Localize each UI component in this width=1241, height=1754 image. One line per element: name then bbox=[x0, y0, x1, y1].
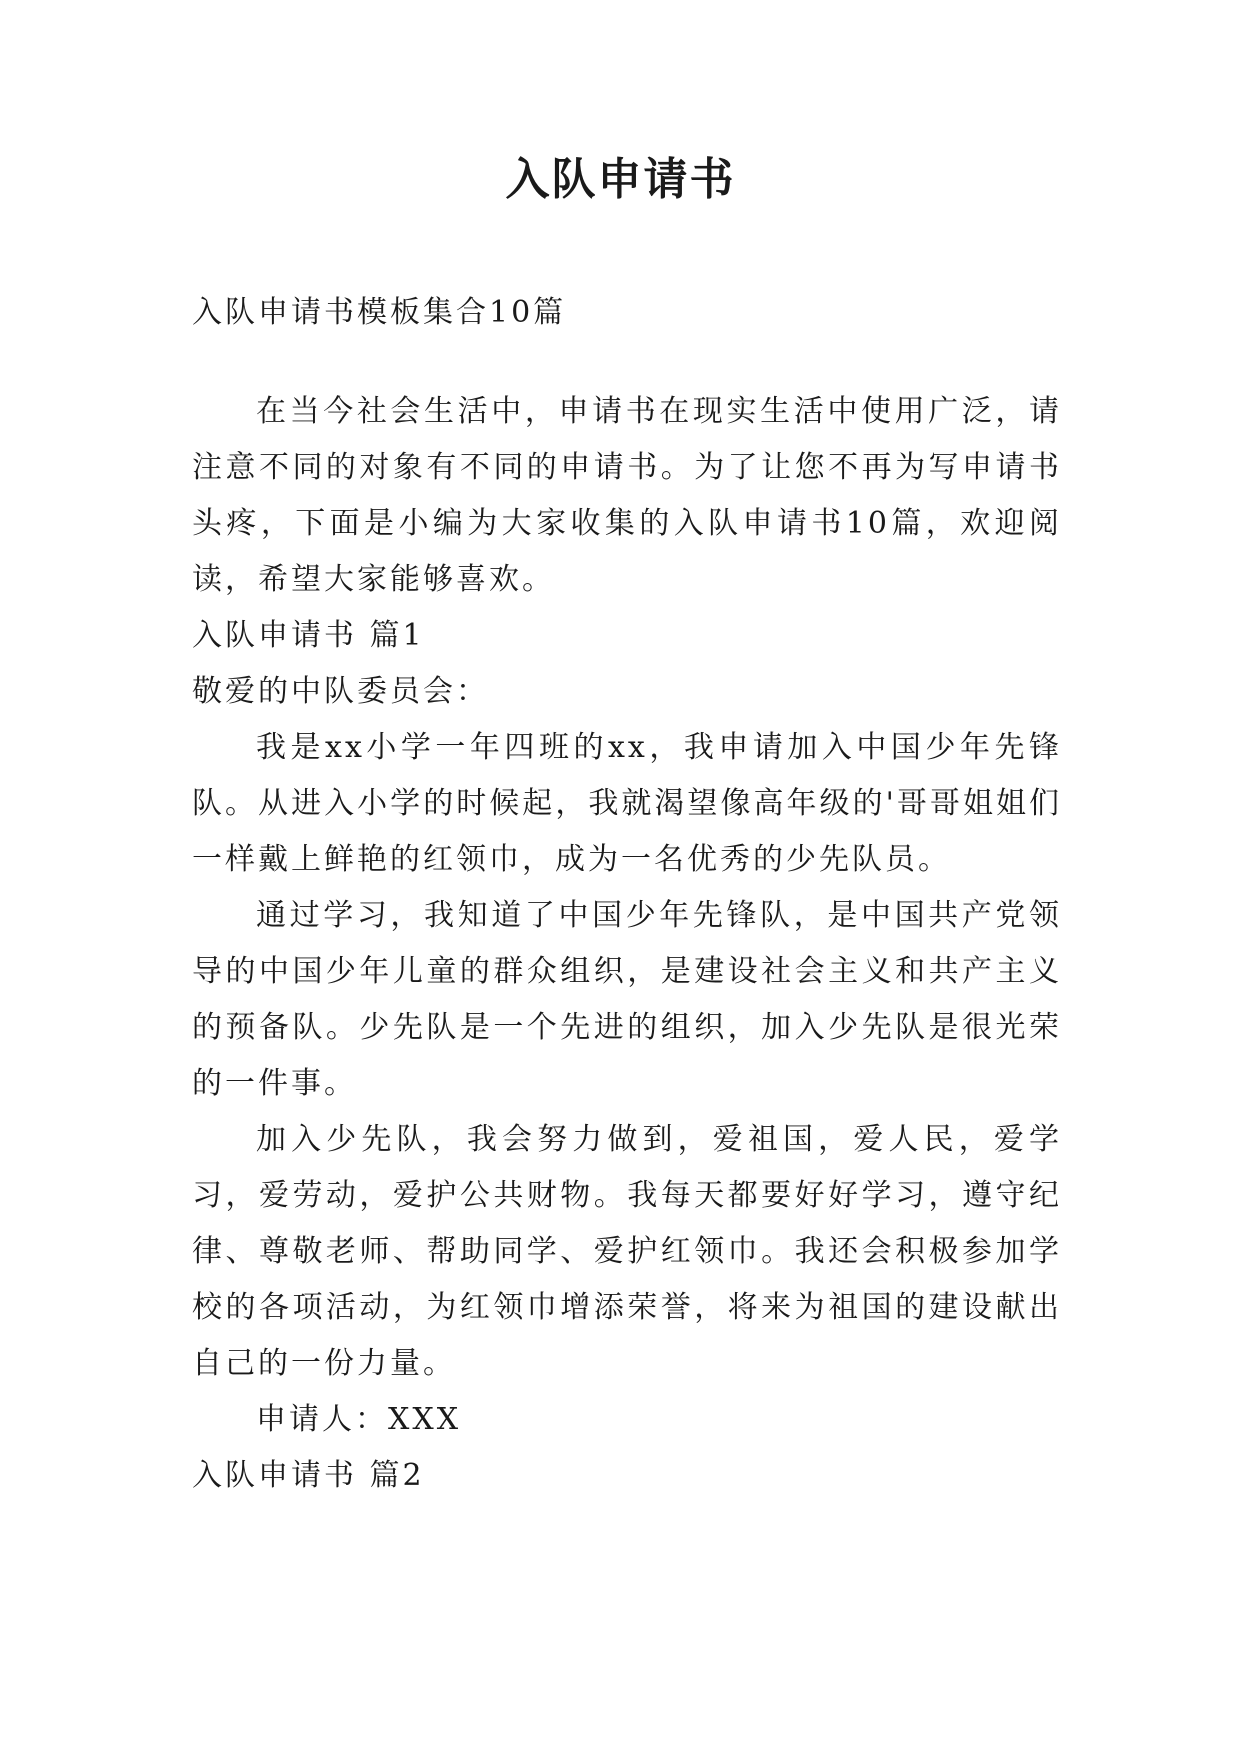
salutation: 敬爱的中队委员会： bbox=[192, 674, 489, 709]
document-title: 入队申请书 bbox=[505, 154, 736, 205]
intro-paragraph: 在当今社会生活中，申请书在现实生活中使用广泛，请注意不同的对象有不同的申请书。为了让您不再为写申请书头疼，下面是小编为大家收集的入队申请书10篇，欢迎阅读，希望大家能够喜欢。 bbox=[192, 394, 1062, 597]
section-1-heading: 入队申请书 篇1 bbox=[192, 618, 425, 653]
signature: 申请人：XXX bbox=[256, 1402, 462, 1437]
section-2-heading: 入队申请书 篇2 bbox=[192, 1458, 425, 1493]
section-1-paragraph-2: 通过学习，我知道了中国少年先锋队，是中国共产党领导的中国少年儿童的群众组织，是建设社会主义和共产主义的预备队。少先队是一个先进的组织，加入少先队是很光荣的一件事。 bbox=[192, 898, 1062, 1101]
section-1-paragraph-3: 加入少先队，我会努力做到，爱祖国，爱人民，爱学习，爱劳动，爱护公共财物。我每天都要好好学习，遵守纪律、尊敬老师、帮助同学、爱护红领巾。我还会积极参加学校的各项活动，为红领巾增添荣誉，将来为祖国的建设献出自己的一份力量。 bbox=[192, 1122, 1062, 1381]
document-subtitle: 入队申请书模板集合10篇 bbox=[192, 295, 567, 330]
document-body bbox=[192, 285, 1062, 1504]
section-1-paragraph-1: 我是xx小学一年四班的xx，我申请加入中国少年先锋队。从进入小学的时候起，我就渴望像高年级的'哥哥姐姐们一样戴上鲜艳的红领巾，成为一名优秀的少先队员。 bbox=[192, 730, 1062, 877]
